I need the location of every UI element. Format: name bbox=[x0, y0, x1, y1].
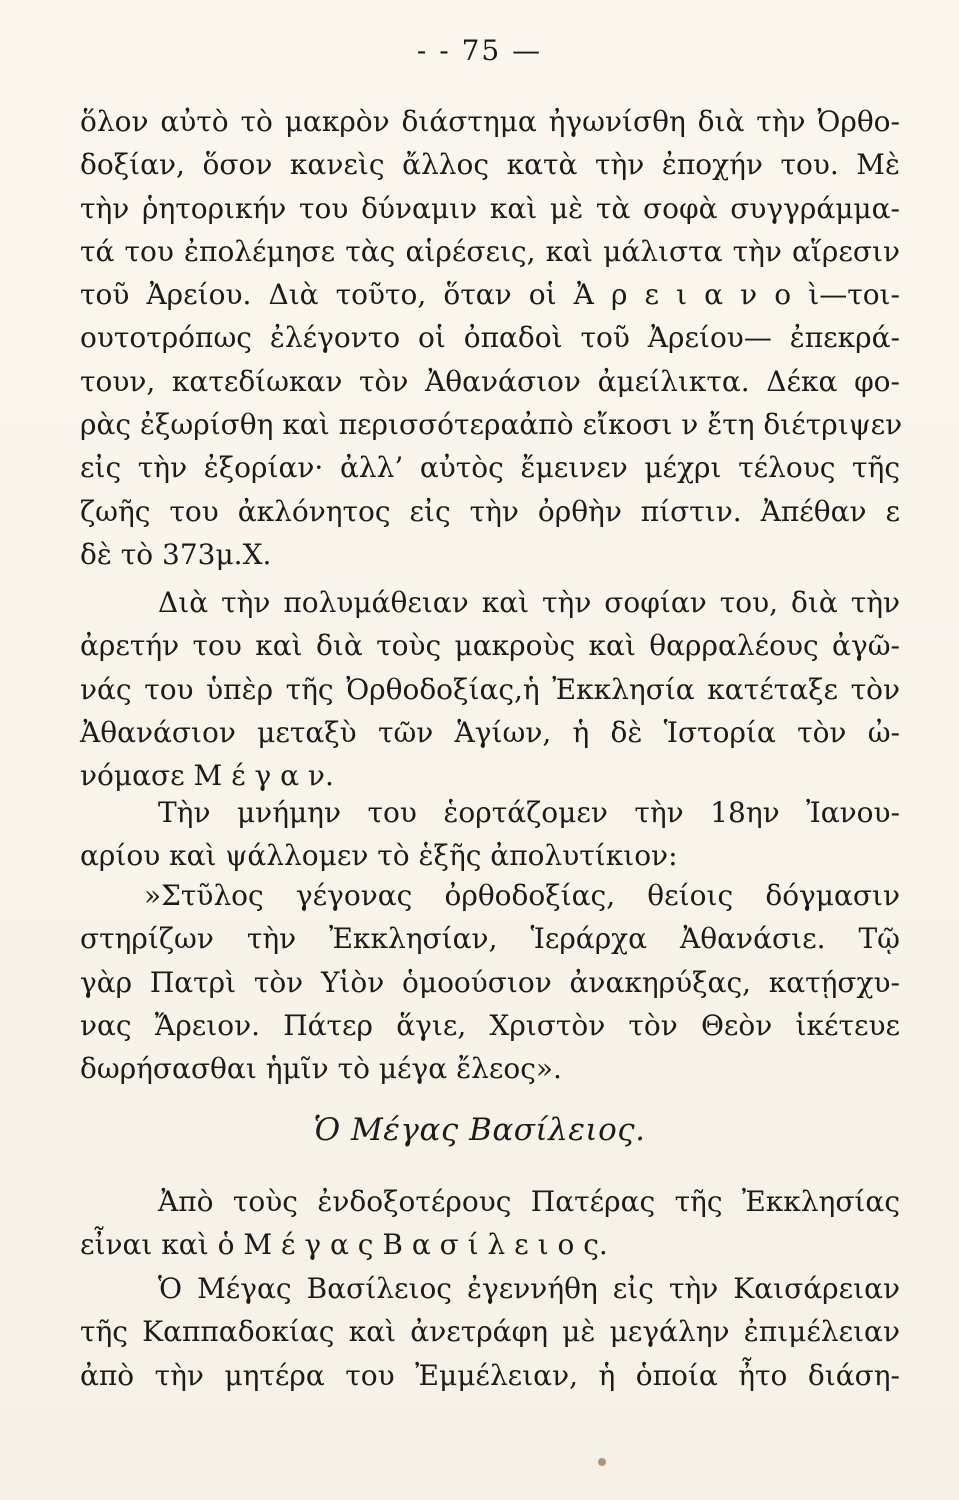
text-line: εἰς τὴν ἐξορίαν· ἀλλ’ αὐτὸς ἔμεινεν μέχρι τέλους τῆς bbox=[80, 451, 900, 485]
text-line: εἶναι καὶ ὁ Μ έ γ α ς Β α σ ί λ ε ι ο ς. bbox=[80, 1228, 608, 1262]
text-line: δοξίαν, ὅσον κανεὶς ἄλλος κατὰ τὴν ἐποχήν του. Μὲ bbox=[80, 148, 900, 182]
text-line: δωρήσασθαι ἡμῖν τὸ μέγα ἔλεος». bbox=[80, 1052, 562, 1086]
text-line: Τὴν μνήμην του ἑορτάζομεν τὴν 18ην Ἰανου- bbox=[158, 796, 900, 829]
text-line: ουτοτρόπως ἐλέγοντο οἱ ὀπαδοὶ τοῦ Ἀρείου— ἐπεκρά- bbox=[80, 321, 900, 355]
paragraph-athanasius-legacy bbox=[80, 581, 900, 797]
text-line: τουν, κατεδίωκαν τὸν Ἀθανάσιον ἀμείλικτα. Δέκα φο- bbox=[80, 364, 900, 398]
text-line: αρίου καὶ ψάλλομεν τὸ ἑξῆς ἀπολυτίκιον: bbox=[80, 839, 678, 873]
text-line: γὰρ Πατρὶ τὸν Υἱὸν ὁμοούσιον ἀνακηρύξας, κατῄσχυ- bbox=[80, 965, 900, 999]
ink-spot bbox=[598, 1458, 606, 1466]
paragraph-basil-introduction bbox=[80, 1180, 900, 1267]
text-line: Ἀθανάσιον μεταξὺ τῶν Ἁγίων, ἡ δὲ Ἱστορία τὸν ὠ- bbox=[80, 715, 900, 749]
text-line: ἀπὸ τὴν μητέρα του Ἐμμέλειαν, ἡ ὁποία ἦτο διάση- bbox=[80, 1358, 900, 1392]
text-line: »Στῦλος γέγονας ὀρθοδοξίας, θείοις δόγμασιν bbox=[144, 879, 900, 912]
paragraph-apolytikion bbox=[80, 874, 900, 1090]
text-line: ζωῆς του ἀκλόνητος εἰς τὴν ὀρθὴν πίστιν. Ἀπέθαν ε bbox=[80, 494, 900, 528]
text-line: ὅλον αὐτὸ τὸ μακρὸν διάστημα ἠγωνίσθη διὰ τὴν Ὀρθο- bbox=[80, 105, 900, 138]
text-line: νόμασε Μ έ γ α ν. bbox=[80, 759, 334, 793]
section-heading: Ὁ Μέγας Βασίλειος. bbox=[313, 1112, 646, 1148]
text-line: δὲ τὸ 373μ.Χ. bbox=[80, 537, 272, 571]
paragraph-basil-birth bbox=[80, 1267, 900, 1397]
text-line: Ὁ Μέγας Βασίλειος ἐγεννήθη εἰς τὴν Καισάρειαν bbox=[158, 1272, 900, 1305]
text-line: νάς του ὑπὲρ τῆς Ὀρθοδοξίας,ἡ Ἐκκλησία κατέταξε τὸν bbox=[80, 672, 900, 706]
text-line: τὴν ῥητορικήν του δύναμιν καὶ μὲ τὰ σοφὰ συγγράμμα- bbox=[80, 191, 900, 225]
text-line: Διὰ τὴν πολυμάθειαν καὶ τὴν σοφίαν του, διὰ τὴν bbox=[158, 586, 900, 619]
text-line: Ἀπὸ τοὺς ἐνδοξοτέρους Πατέρας τῆς Ἐκκλησίας bbox=[158, 1185, 900, 1218]
text-line: ἀρετήν του καὶ διὰ τοὺς μακροὺς καὶ θαρραλέους ἀγῶ- bbox=[80, 629, 900, 663]
text-line: τῆς Καππαδοκίας καὶ ἀνετράφη μὲ μεγάλην ἐπιμέλειαν bbox=[80, 1315, 900, 1349]
text-line: νας Ἄρειον. Πάτερ ἅγιε, Χριστὸν τὸν Θεὸν ἱκέτευε bbox=[80, 1008, 900, 1042]
page-number: - - 75 — bbox=[416, 34, 543, 67]
text-line: ρὰς ἐξωρίσθη καὶ περισσότεραἀπὸ εἴκοσι ν ἔτη διέτριψεν bbox=[80, 408, 903, 442]
text-line: τά του ἐπολέμησε τὰς αἱρέσεις, καὶ μάλιστα τὴν αἵρεσιν bbox=[80, 234, 900, 268]
text-line: στηρίζων τὴν Ἐκκλησίαν, Ἱεράρχα Ἀθανάσιε. Τῷ bbox=[80, 922, 900, 956]
text-line: τοῦ Ἀρείου. Διὰ τοῦτο, ὅταν οἱ Ἀ ρ ε ι α ν ο ὶ—τοι- bbox=[80, 278, 900, 312]
paragraph-athanasius-orthodoxy bbox=[80, 100, 903, 576]
paragraph-feast-day bbox=[80, 791, 900, 878]
